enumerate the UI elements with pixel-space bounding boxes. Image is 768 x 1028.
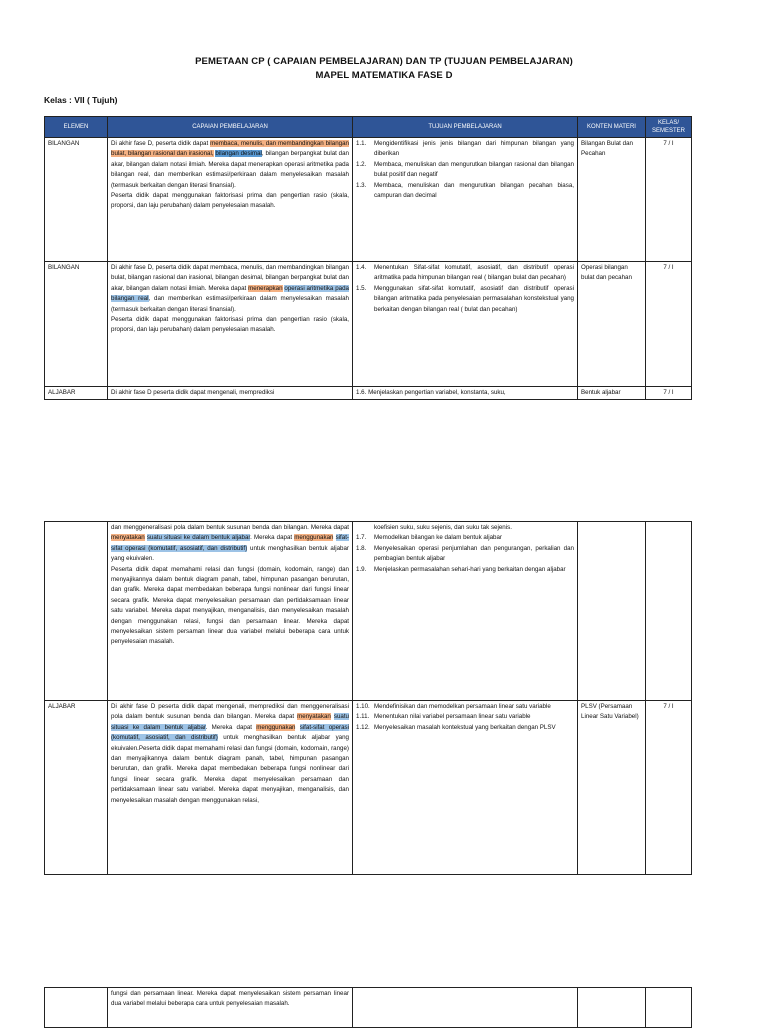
cell-capaian: Di akhir fase D peserta didik dapat mengenali, memprediksi dan menggeneralisasi pola dalam bentuk susunan benda dan bilangan. Mereka dapat menyatakan suatu situasi ke dalam bentuk aljabar. Mereka dapat menggunakan sifat-sifat operasi (komutatif, asosiatif, dan distributif) untuk menghasilkan bentuk aljabar yang ekuivalen.Peserta didik dapat memahami relasi dan fungsi (domain, kodomain, range) dan menyajikannya dalam bentuk diagram panah, tabel, himpunan pasangan berurutan, dan grafik. Mereka dapat membedakan beberapa fungsi nonlinear dari fungsi linear secara grafik. Mereka dapat menyelesaikan persamaan dan pertidaksamaan linear satu variabel. Mereka dapat menyajikan, menganalisis, dan menyelesaikan masalah dengan menggunakan relasi, [108,701,353,875]
highlight-orange: menyatakan [111,534,145,542]
cell-capaian: fungsi dan persamaan linear. Mereka dapat menyelesaikan sistem persaman linear dua variabel melalui beberapa cara untuk penyelesaian masalah. [108,988,353,1028]
highlight-orange: menggunakan [294,534,334,542]
cell-tujuan [353,988,578,1028]
cell-tujuan [353,701,578,875]
cell-elemen [45,522,108,701]
list-item: 1.12. Menyelesaikan masalah kontekstual yang berkaitan dengan PLSV [356,723,556,731]
highlight-blue: sifat-sifat operasi (komutatif, asosiatif, dan distributif) [111,723,349,742]
table-row [45,522,692,701]
cell-elemen: ALJABAR [45,701,108,875]
highlight-blue: suatu situasi ke dalam bentuk aljabar [146,534,251,542]
mapping-table-page2 [44,521,692,875]
header-elemen: ELEMEN [45,117,108,138]
list-item: 1.8. Menyelesaikan operasi penjumlahan dan pengurangan, perkalian dan pembagian bentuk aljabar [356,544,574,563]
list-item: 1.2. Membaca, menuliskan dan mengurutkan bilangan rasional dan bilangan bulat positif dan negatif [356,160,574,179]
cell-konten: Operasi bilangan bulat dan pecahan [578,262,646,387]
cell-elemen [45,988,108,1028]
cell-kelas: 7 / I [646,701,692,875]
header-tujuan: TUJUAN PEMBELAJARAN [353,117,578,138]
header-capaian: CAPAIAN PEMBELAJARAN [108,117,353,138]
cell-capaian: Di akhir fase D, peserta didik dapat membaca, menulis, dan membandingkan bilangan bulat, bilangan rasional dan irasional, bilangan desimal, bilangan berpangkat bulat dan akar, bilangan dalam notasi ilmiah. Mereka dapat menerapkan operasi aritmetika pada bilangan real, dan memberikan estimasi/perkiraan dalam menyelesaikan masalah (termasuk berkaitan dengan literasi finansial). Peserta didik dapat menggunakan faktorisasi prima dan pengertian rasio (skala, proporsi, dan laju perubahan) dalam penyelesaian masalah. [108,262,353,387]
highlight-orange: membaca, menulis, dan membandingkan bilangan bulat, bilangan rasional dan irasional, [111,140,349,158]
header-kelas-semester: KELAS/ SEMESTER [646,117,692,138]
table-row [45,262,692,387]
table-row [45,387,692,400]
list-item: 1.7. Memodelkan bilangan ke dalam bentuk aljabar [356,534,502,542]
cell-kelas: 7 / I [646,387,692,400]
document-title-line1: PEMETAAN CP ( CAPAIAN PEMBELAJARAN) DAN TP (TUJUAN PEMBELAJARAN) [195,56,573,67]
cell-konten [578,988,646,1028]
list-item: 1.3. Membaca, menuliskan dan mengurutkan bilangan pecahan biasa, campuran dan decimal [356,181,574,200]
mapping-table-page1 [44,116,692,400]
cell-konten: PLSV (Persamaan Linear Satu Variabel) [578,701,646,875]
table-row [45,138,692,262]
kelas-label: Kelas : VII ( Tujuh) [44,95,118,105]
table-header-row [45,117,692,138]
list-item: 1.4. Menentukan Sifat-sifat komutatif, asosiatif, dan distributif operasi aritmatika pada himpunan bilangan real ( bilangan bulat dan pecahan) [356,264,574,282]
cell-elemen: BILANGAN [45,138,108,262]
highlight-orange: menerapkan [248,284,283,292]
highlight-orange: menyatakan [297,713,331,721]
table-row [45,988,692,1028]
list-item: 1.9. Menjelaskan permasalahan sehari-hari yang berkaitan dengan aljabar [356,565,566,573]
highlight-blue: bilangan desimal [215,150,262,158]
list-item: 1.5. Menggunakan sifat-sifat komutatif, asosiatif dan distributif operasi bilangan aritmatika pada penyelesaian permasalahan konstekstual yang berkaitan dengan bilangan real ( bulat dan pecahan) [356,284,574,313]
cell-kelas: 7 / I [646,138,692,262]
cell-kelas [646,988,692,1028]
cell-kelas [646,522,692,701]
document-title-line2: MAPEL MATEMATIKA FASE D [315,70,453,81]
cell-konten [578,522,646,701]
cell-elemen: BILANGAN [45,262,108,387]
cell-konten: Bilangan Bulat dan Pecahan [578,138,646,262]
cell-kelas: 7 / I [646,262,692,387]
highlight-blue: operasi aritmetika pada bilangan real [111,284,349,303]
cell-capaian: dan menggeneralisasi pola dalam bentuk susunan benda dan bilangan. Mereka dapat menyatakan suatu situasi ke dalam bentuk aljabar. Mereka dapat menggunakan sifat-sifat operasi (komutatif, asosiatif, dan distributif) untuk menghasilkan bentuk aljabar yang ekuivalen. Peserta didik dapat memahami relasi dan fungsi (domain, kodomain, range) dan menyajikannya dalam bentuk diagram panah, tabel, himpunan pasangan berurutan, dan grafik. Mereka dapat membedakan beberapa fungsi nonlinear dari fungsi linear secara grafik. Mereka dapat menyelesaikan persamaan dan pertidaksamaan linear satu variabel. Mereka dapat menyajikan, menganalisis, dan menyelesaikan masalah dengan menggunakan relasi, fungsi dan persamaan linear. Mereka dapat menyelesaikan sistem persaman linear dua variabel melalui beberapa cara untuk penyelesaian masalah. [108,522,353,701]
cell-konten: Bentuk aljabar [578,387,646,400]
list-item: 1.11. Menentukan nilai variabel persamaan linear satu variable [356,713,531,721]
cell-capaian: Di akhir fase D, peserta didik dapat membaca, menulis, dan membandingkan bilangan bulat, bilangan rasional dan irasional, bilangan desimal, bilangan berpangkat bulat dan akar, bilangan dalam notasi ilmiah. Mereka dapat menerapkan operasi aritmetika pada bilangan real, dan memberikan estimasi/perkiraan dalam menyelesaikan masalah (termasuk berkaitan dengan literasi finansial). Peserta didik dapat menggunakan faktorisasi prima dan pengertian rasio (skala, proporsi, dan laju perubahan) dalam penyelesaian masalah. [108,138,353,262]
cell-tujuan [353,138,578,262]
highlight-orange: menggunakan [256,723,296,731]
header-konten: KONTEN MATERI [578,117,646,138]
cell-elemen: ALJABAR [45,387,108,400]
cell-tujuan [353,262,578,387]
list-item: 1.1. Mengidentifikasi jenis jenis bilangan dari himpunan bilangan yang diberikan [356,140,574,158]
cell-tujuan: koefisien suku, suku sejenis, dan suku tak sejenis. 1.7. Memodelkan bilangan ke dalam bentuk aljabar 1.8. Menyelesaikan operasi penjumlahan dan pengurangan, perkalian dan pembagian bentuk aljabar 1.9. Menjelaskan permasalahan sehari-hari yang berkaitan dengan aljabar [353,522,578,701]
list-item: 1.10. Mendefinisikan dan memodelkan persamaan linear satu variable [356,703,551,710]
mapping-table-page3 [44,987,692,1028]
cell-tujuan: 1.6. Menjelaskan pengertian variabel, konstanta, suku, [353,387,578,400]
highlight-blue: sifat-sifat operasi (komutatif, asosiatif, dan distributif) [111,534,349,552]
table-row [45,701,692,875]
cell-capaian: Di akhir fase D peserta didik dapat mengenali, memprediksi [108,387,353,400]
highlight-blue: suatu situasi ke dalam bentuk aljabar [111,713,349,731]
